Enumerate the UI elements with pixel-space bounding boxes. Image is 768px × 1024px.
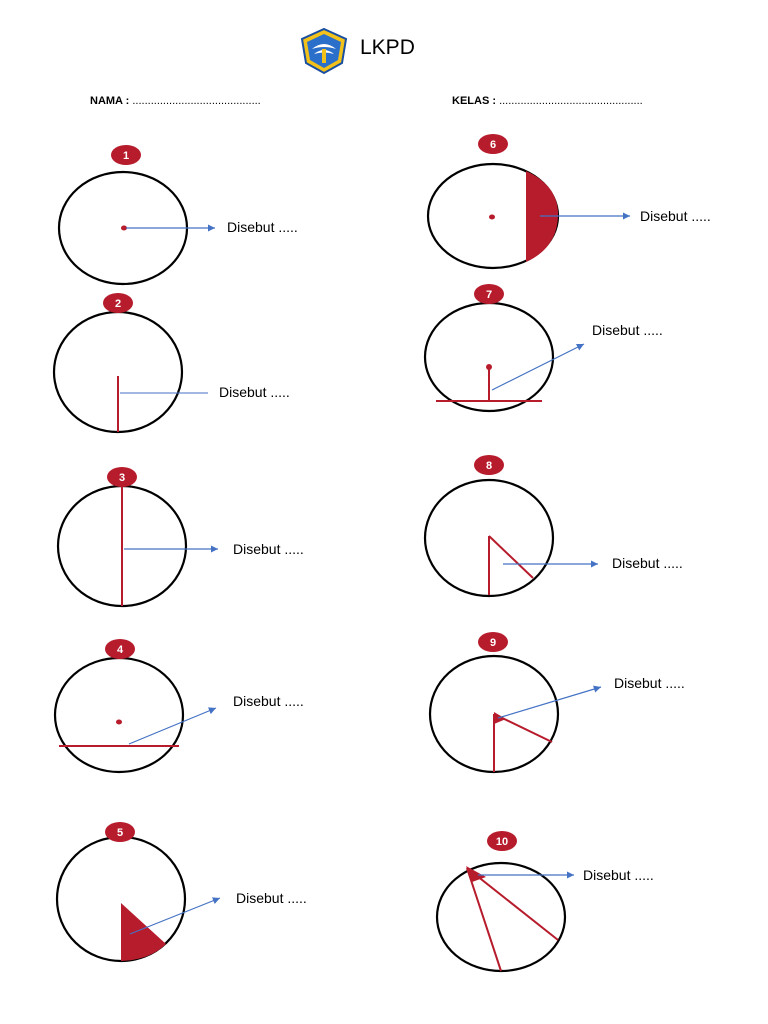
badge-number-6: 6 xyxy=(489,139,497,151)
item-6 xyxy=(428,134,711,268)
item-8 xyxy=(425,455,683,596)
item-5 xyxy=(57,822,307,961)
pointer-arrow-5 xyxy=(130,898,220,934)
name-label: NAMA : xyxy=(90,95,130,107)
item-2 xyxy=(54,293,290,432)
page-title: LKPD xyxy=(360,36,415,59)
badge-2 xyxy=(103,293,133,313)
badge-10 xyxy=(487,831,517,851)
item-label-9: Disebut ..... xyxy=(614,675,685,691)
pointer-arrow-9 xyxy=(498,687,601,718)
item-1 xyxy=(59,145,298,284)
class-label: KELAS : xyxy=(452,95,496,107)
pointer-arrow-4 xyxy=(129,708,216,744)
item-3 xyxy=(58,467,304,606)
item-label-3: Disebut ..... xyxy=(233,541,304,557)
badge-8 xyxy=(474,455,504,475)
badge-number-1: 1 xyxy=(122,150,130,162)
badge-1 xyxy=(111,145,141,165)
item-label-6: Disebut ..... xyxy=(640,208,711,224)
badge-number-7: 7 xyxy=(485,289,493,301)
badge-3 xyxy=(107,467,137,487)
item-label-4: Disebut ..... xyxy=(233,693,304,709)
badge-6 xyxy=(478,134,508,154)
item-label-5: Disebut ..... xyxy=(236,890,307,906)
class-blank: ............................................... xyxy=(499,95,643,107)
item-label-1: Disebut ..... xyxy=(227,219,298,235)
item-label-2: Disebut ..... xyxy=(219,384,290,400)
badge-number-5: 5 xyxy=(116,827,124,839)
badge-number-4: 4 xyxy=(116,644,124,656)
badge-9 xyxy=(478,632,508,652)
item-label-10: Disebut ..... xyxy=(583,867,654,883)
circle-10 xyxy=(437,863,565,971)
item-10 xyxy=(437,831,654,971)
item-7 xyxy=(425,284,663,411)
badge-7 xyxy=(474,284,504,304)
badge-number-3: 3 xyxy=(118,472,126,484)
circle-4 xyxy=(55,658,183,772)
item-4 xyxy=(55,639,304,772)
badge-number-10: 10 xyxy=(495,836,509,848)
name-blank: .......................................... xyxy=(132,95,261,107)
badge-number-8: 8 xyxy=(485,460,493,472)
item-9 xyxy=(430,632,685,772)
pointer-arrow-7 xyxy=(492,344,584,390)
badge-number-9: 9 xyxy=(489,637,497,649)
item-label-8: Disebut ..... xyxy=(612,555,683,571)
badge-4 xyxy=(105,639,135,659)
badge-5 xyxy=(105,822,135,842)
badge-number-2: 2 xyxy=(114,298,122,310)
item-label-7: Disebut ..... xyxy=(592,322,663,338)
